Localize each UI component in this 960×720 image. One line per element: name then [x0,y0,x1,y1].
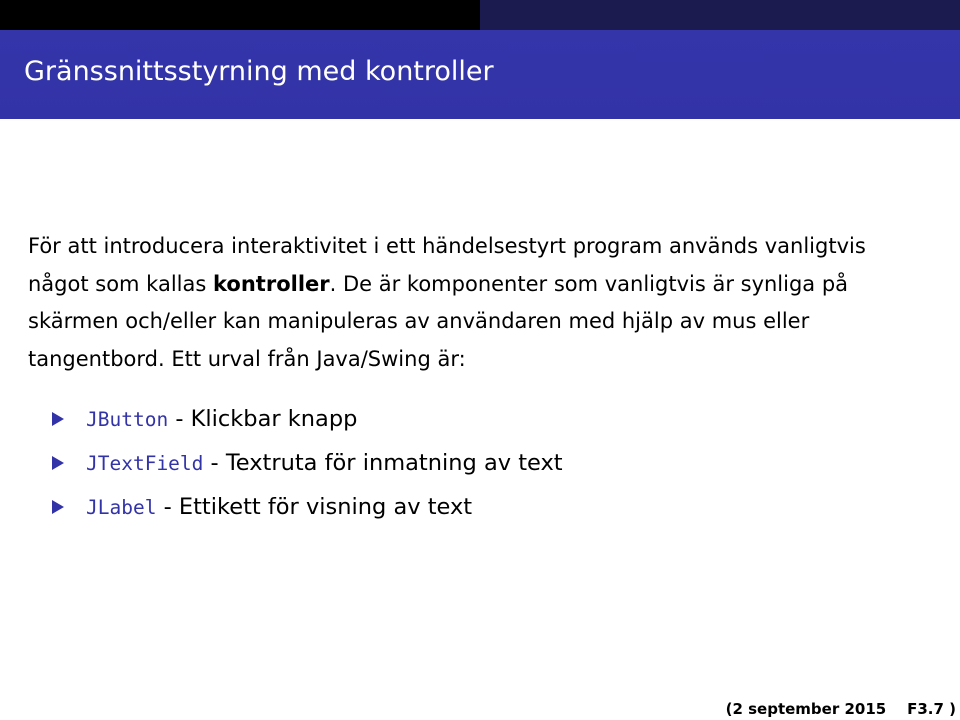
slide-footer: (2 september 2015 F3.7 ) [725,700,956,718]
slide-title: Gränssnittsstyrning med kontroller [24,56,494,87]
list-item-jbutton [52,401,563,437]
triangle-bullet-icon [52,500,64,514]
intro-keyword: kontroller [213,271,330,296]
item-separator: - [156,494,179,520]
top-navigation-strip [0,0,960,30]
item-description: Ettikett för visning av text [178,494,473,520]
code-class-name: JLabel [86,495,157,519]
top-strip-right-panel [480,0,960,30]
triangle-bullet-icon [52,412,64,426]
code-class-name: JTextField [86,451,204,475]
top-strip-left-panel [0,0,480,30]
item-separator: - [203,450,226,476]
intro-text-end: . De är komponenter som vanligtvis är synliga på skärmen och/eller kan manipuleras av användaren med hjälp av mus eller tangentbord. Ett urval från Java/Swing är: [28,271,849,371]
item-separator: - [168,406,191,432]
item-description: Textruta för inmatning av text [225,450,563,476]
code-class-name: JButton [86,407,169,431]
triangle-bullet-icon [52,456,64,470]
item-description: Klickbar knapp [190,406,358,432]
intro-paragraph [28,228,928,378]
list-item-jlabel [52,489,563,525]
component-list [52,401,563,533]
intro-text-start: För att introducera interaktivitet i ett händelsestyrt program används vanligtvis något som kallas [28,234,866,296]
list-item-jtextfield [52,445,563,481]
